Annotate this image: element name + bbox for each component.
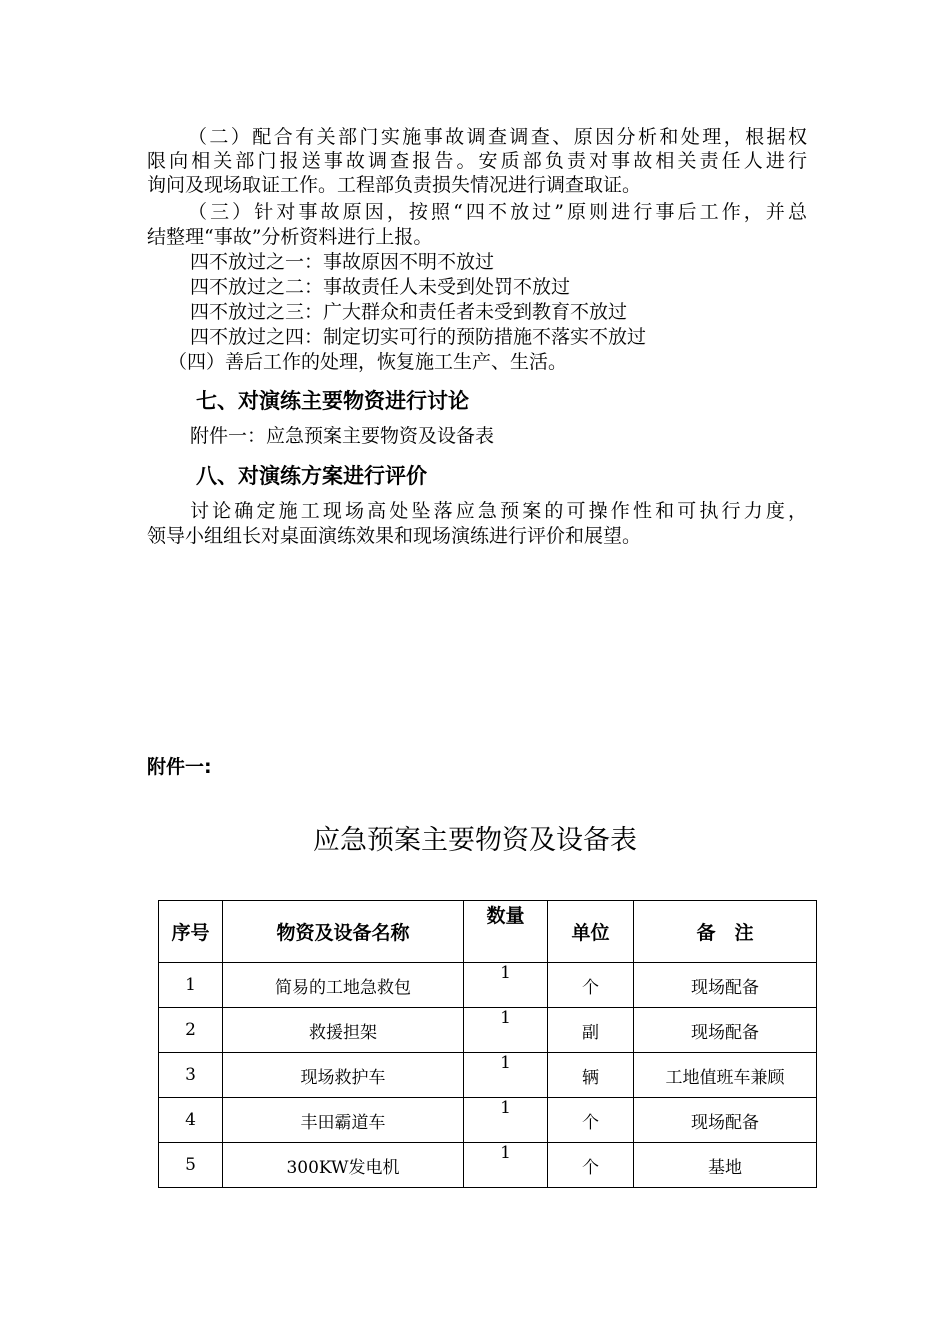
- cell-quantity: 1: [464, 1143, 548, 1188]
- cell-index: 1: [159, 963, 223, 1008]
- header-quantity: 数量: [464, 901, 548, 963]
- paragraph-2-line-2: 限向相关部门报送事故调查报告。安质部负责对事故相关责任人进行: [147, 150, 807, 172]
- table-title: 应急预案主要物资及设备表: [313, 825, 637, 856]
- four-no-item-4: 四不放过之四：制定切实可行的预防措施不落实不放过: [190, 326, 647, 348]
- cell-remarks: 工地值班车兼顾: [634, 1053, 817, 1098]
- cell-index: 2: [159, 1008, 223, 1053]
- cell-index: 4: [159, 1098, 223, 1143]
- header-index: 序号: [159, 901, 223, 963]
- section-8-line-2: 领导小组组长对桌面演练效果和现场演练进行评价和展望。: [147, 525, 642, 547]
- cell-unit: 个: [548, 1098, 634, 1143]
- header-unit: 单位: [548, 901, 634, 963]
- four-no-item-3: 四不放过之三：广大群众和责任者未受到教育不放过: [190, 301, 628, 323]
- table-row: [159, 1008, 817, 1053]
- paragraph-2-line-1: （二）配合有关部门实施事故调查调查、原因分析和处理，根据权: [188, 126, 807, 148]
- cell-remarks: 现场配备: [634, 1008, 817, 1053]
- section-8-heading: 八、对演练方案进行评价: [196, 464, 427, 488]
- section-7-text: 附件一：应急预案主要物资及设备表: [190, 425, 495, 447]
- attachment-label: 附件一:: [147, 756, 212, 778]
- cell-index: 5: [159, 1143, 223, 1188]
- cell-index: 3: [159, 1053, 223, 1098]
- cell-unit: 个: [548, 963, 634, 1008]
- header-remarks: 备 注: [634, 901, 817, 963]
- cell-item-name: 现场救护车: [223, 1053, 464, 1098]
- paragraph-3-line-1: （三）针对事故原因，按照“四不放过”原则进行事后工作，并总: [188, 201, 807, 223]
- paragraph-2-line-3: 询问及现场取证工作。工程部负责损失情况进行调查取证。: [147, 174, 642, 196]
- cell-quantity: 1: [464, 1008, 548, 1053]
- cell-quantity: 1: [464, 1098, 548, 1143]
- equipment-table: [158, 900, 817, 1188]
- four-no-item-2: 四不放过之二：事故责任人未受到处罚不放过: [190, 276, 571, 298]
- cell-remarks: 基地: [634, 1143, 817, 1188]
- cell-item-name: 救援担架: [223, 1008, 464, 1053]
- cell-remarks: 现场配备: [634, 1098, 817, 1143]
- paragraph-3-line-2: 结整理“事故”分析资料进行上报。: [147, 226, 433, 248]
- four-no-item-1: 四不放过之一：事故原因不明不放过: [190, 251, 495, 273]
- cell-item-name: 简易的工地急救包: [223, 963, 464, 1008]
- header-item-name: 物资及设备名称: [223, 901, 464, 963]
- cell-item-name: 300KW发电机: [223, 1143, 464, 1188]
- table-row: [159, 1098, 817, 1143]
- section-7-heading: 七、对演练主要物资进行讨论: [196, 389, 469, 413]
- cell-remarks: 现场配备: [634, 963, 817, 1008]
- table-header-row: [159, 901, 817, 963]
- table-row: [159, 1053, 817, 1098]
- table-row: [159, 1143, 817, 1188]
- cell-quantity: 1: [464, 963, 548, 1008]
- table-row: [159, 963, 817, 1008]
- cell-unit: 副: [548, 1008, 634, 1053]
- section-8-line-1: 讨论确定施工现场高处坠落应急预案的可操作性和可执行力度，: [190, 500, 807, 522]
- cell-unit: 辆: [548, 1053, 634, 1098]
- cell-item-name: 丰田霸道车: [223, 1098, 464, 1143]
- paragraph-4: （四）善后工作的处理，恢复施工生产、生活。: [168, 351, 568, 373]
- cell-quantity: 1: [464, 1053, 548, 1098]
- cell-unit: 个: [548, 1143, 634, 1188]
